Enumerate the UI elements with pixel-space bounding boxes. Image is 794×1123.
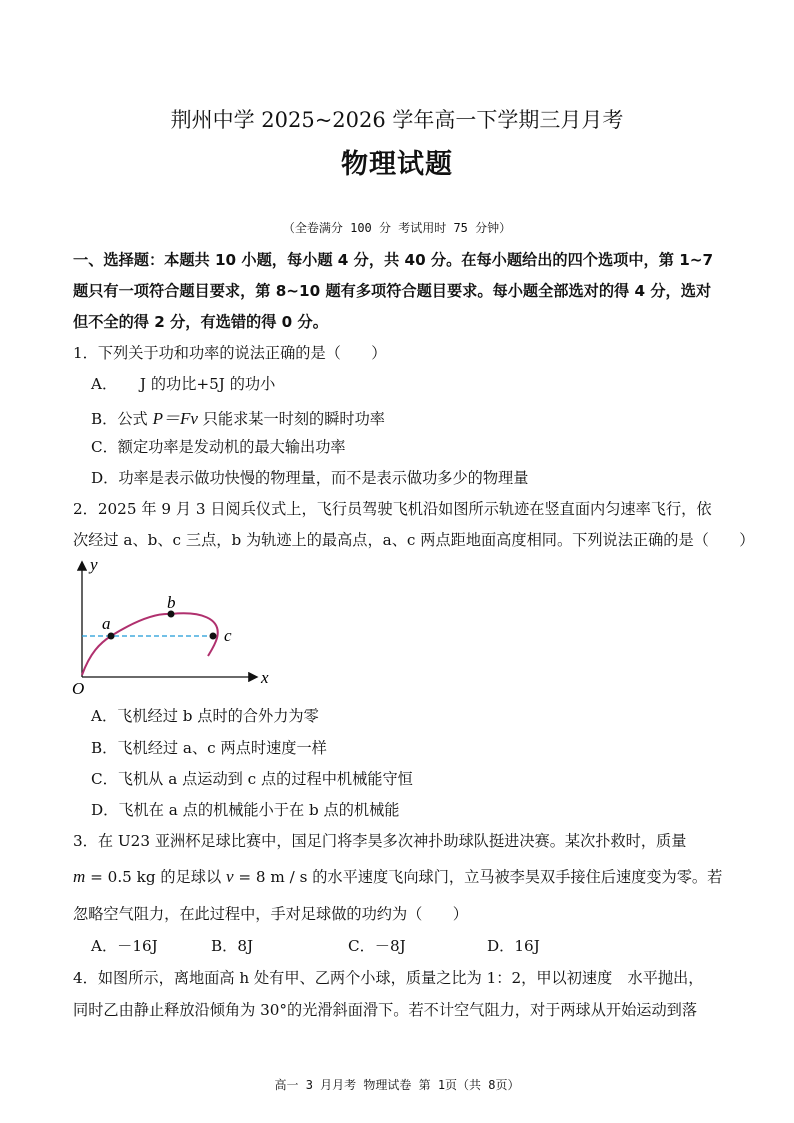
origin-label: O [72,679,85,698]
point-c-label: c [224,626,232,645]
question-2-option-c: C．飞机从 a 点运动到 c 点的过程中机械能守恒 [91,770,413,788]
question-3-line2 [73,866,722,887]
section-instructions-line3: 但不全的得 2 分，有选错的得 0 分。 [73,313,328,331]
question-1-option-a: A． J 的功比+5J 的功小 [91,375,276,393]
page-footer: 高一 3 月月考 物理试卷 第 1页（共 8页） [274,1078,520,1092]
option-b-prefix: B．公式 [91,410,153,428]
mass-symbol: m [73,867,86,886]
question-2-option-b: B．飞机经过 a、c 两点时速度一样 [91,739,327,757]
question-3-option-a: A．－16J [91,937,158,955]
velocity-symbol: v [225,867,234,886]
q3-line2-suffix: 的水平速度飞向球门，立马被李昊双手接住后速度变为零。若 [307,868,723,886]
question-2-line2: 次经过 a、b、c 三点，b 为轨迹上的最高点，a、c 两点距地面高度相同。下列说法正确的是（ ） [73,531,755,549]
question-3-option-d: D．16J [487,937,540,955]
point-c [210,633,217,640]
mass-value: = 0.5 kg 的足球以 [85,868,226,886]
point-a [108,633,115,640]
question-4-line2: 同时乙由静止释放沿倾角为 30°的光滑斜面滑下。若不计空气阻力，对于两球从开始运动到落 [73,1001,698,1019]
question-2-option-a: A．飞机经过 b 点时的合外力为零 [91,707,319,725]
subject-title: 物理试题 [341,149,453,180]
question-3-line1: 3．在 U23 亚洲杯足球比赛中，国足门将李昊多次神扑助球队挺进决赛。某次扑救时，质量 [73,832,687,850]
section-instructions-line1: 一、选择题：本题共 10 小题，每小题 4 分，共 40 分。在每小题给出的四个选项中，第 1~7 [73,251,714,269]
point-a-label: a [102,614,111,633]
school-title: 荆州中学 2025~2026 学年高一下学期三月月考 [170,108,624,132]
question-3-line3: 忽略空气阻力，在此过程中，手对足球做的功约为（ ） [73,905,468,923]
trajectory-figure [60,553,290,698]
x-axis-label: x [261,668,269,687]
question-1-option-b [91,404,385,429]
section-instructions-line2: 题只有一项符合题目要求，第 8~10 题有多项符合题目要求。每小题全部选对的得 4 分，选对 [73,282,712,300]
question-2-option-d: D．飞机在 a 点的机械能小于在 b 点的机械能 [91,801,400,819]
question-3-option-b: B．8J [211,937,254,955]
question-1-option-d: D．功率是表示做功快慢的物理量，而不是表示做功多少的物理量 [91,469,529,487]
point-b-label: b [167,593,176,612]
question-3-option-c: C．－8J [348,937,406,955]
exam-note: （全卷满分 100 分 考试用时 75 分钟） [282,221,512,235]
power-formula: P＝Fv [152,409,198,428]
option-b-suffix: 只能求某一时刻的瞬时功率 [197,410,385,428]
question-1-option-c: C．额定功率是发动机的最大输出功率 [91,438,346,456]
question-1-stem: 1．下列关于功和功率的说法正确的是（ ） [73,344,387,362]
y-axis-label: y [90,555,98,574]
question-2-line1: 2．2025 年 9 月 3 日阅兵仪式上，飞行员驾驶飞机沿如图所示轨迹在竖直面内匀速率飞行，依 [73,500,712,518]
velocity-value: = 8 m / s [233,868,308,886]
question-4-line1: 4．如图所示，离地面高 h 处有甲、乙两个小球，质量之比为 1：2，甲以初速度 水平抛出， [73,969,704,987]
